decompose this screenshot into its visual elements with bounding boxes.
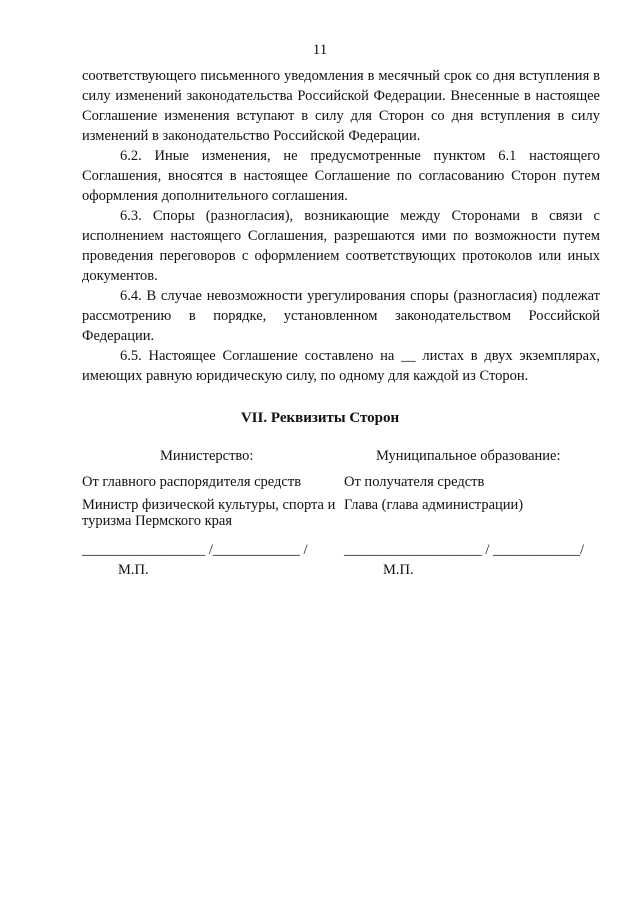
right-signature-line: ___________________ / ____________/ [344, 542, 585, 558]
page-number: 11 [312, 42, 328, 58]
left-party-role: От главного распорядителя средств [82, 474, 302, 490]
left-signature-line: _________________ /____________ / [82, 542, 308, 558]
right-party-heading: Муниципальное образование: [376, 448, 561, 464]
paragraph-6-2: 6.2. Иные изменения, не предусмотренные пунктом 6.1 настоящего Соглашения, вносятся в настоящее Соглашение по согласованию Сторон путем оформления дополнительного соглашения. [82, 148, 600, 204]
right-party-signer: Глава (глава администрации) [344, 497, 524, 513]
left-party-heading: Министерство: [160, 448, 254, 464]
right-stamp-label: М.П. [383, 562, 414, 578]
document-body [82, 66, 600, 386]
left-stamp-label: М.П. [118, 562, 149, 578]
section-title: VII. Реквизиты Сторон [240, 410, 400, 426]
paragraph-6-5: 6.5. Настоящее Соглашение составлено на __ листах в двух экземплярах, имеющих равную юридическую силу, по одному для каждой из Сторон. [82, 348, 600, 384]
paragraph-6-3: 6.3. Споры (разногласия), возникающие между Сторонами в связи с исполнением настоящего Соглашения, разрешаются ими по возможности путем проведения переговоров с оформлением соответствующих протоколов или иных документов. [82, 208, 600, 284]
paragraph-6-4: 6.4. В случае невозможности урегулирования споры (разногласия) подлежат рассмотрению в порядке, установленном законодательством Российской Федерации. [82, 288, 600, 344]
left-party-signer: Министр физической культуры, спорта и туризма Пермского края [82, 497, 336, 529]
paragraph-continuation: соответствующего письменного уведомления в месячный срок со дня вступления в силу изменений законодательства Российской Федерации. Внесенные в настоящее Соглашение изменения вступают в силу для Сторон со дня вступления в силу изменений в законодательство Российской Федерации. [82, 68, 600, 144]
right-party-role: От получателя средств [344, 474, 485, 490]
